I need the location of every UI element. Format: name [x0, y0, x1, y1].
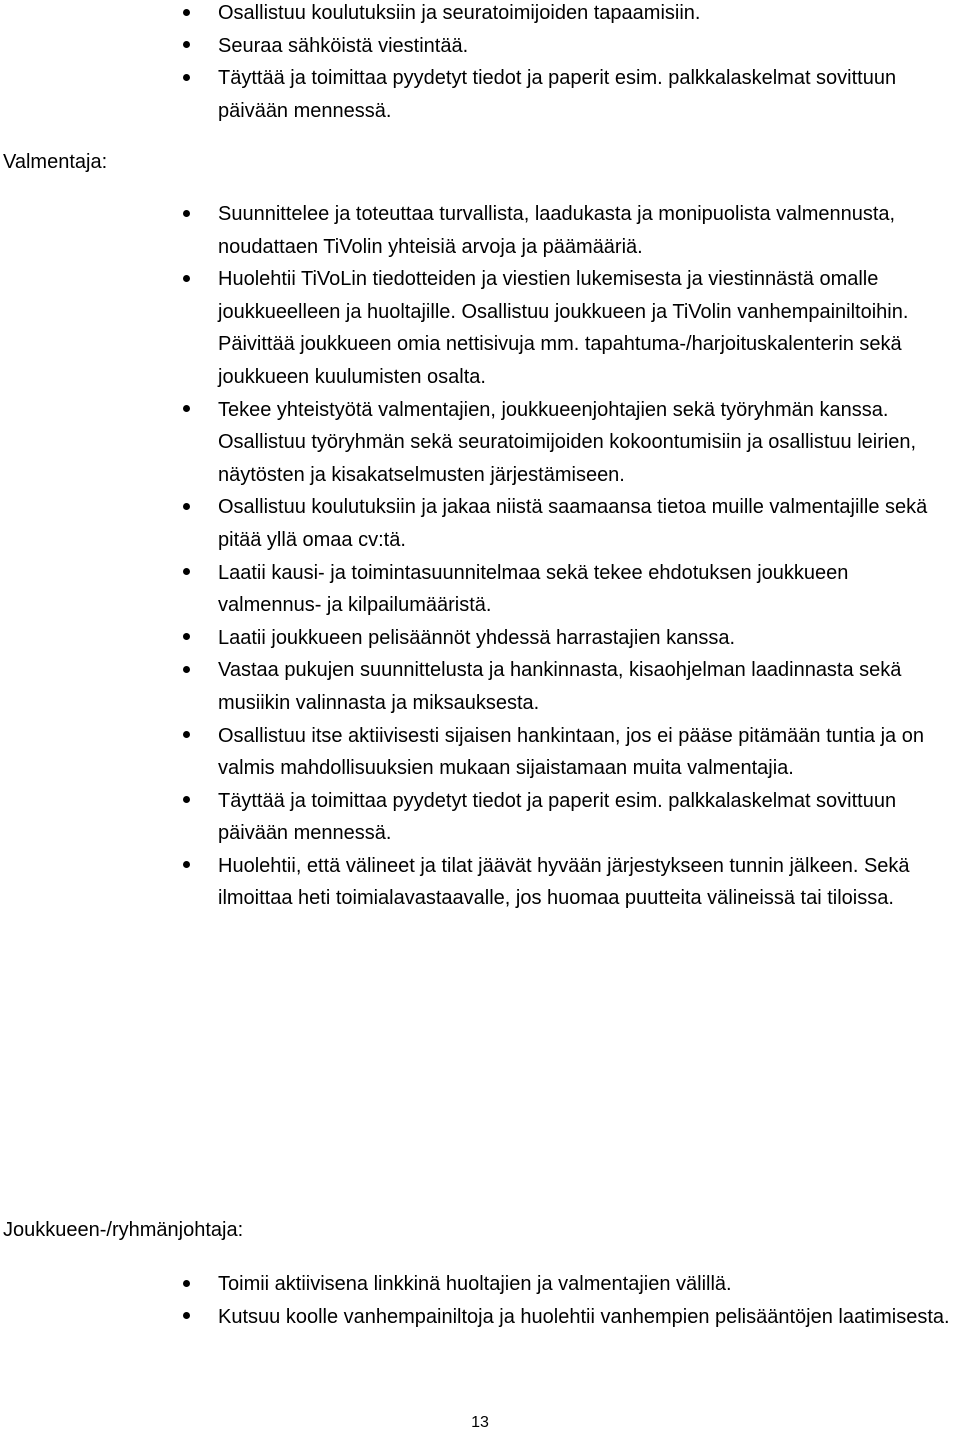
list-item [0, 785, 960, 850]
page-number: 13 [471, 1414, 489, 1431]
list-item [0, 850, 960, 915]
list-item-text: Suunnittelee ja toteuttaa turvallista, laadukasta ja monipuolista valmennusta, noudattaen TiVolin yhteisiä arvoja ja päämääriä. [218, 203, 896, 258]
list-item [0, 491, 960, 556]
list-item-text: Täyttää ja toimittaa pyydetyt tiedot ja paperit esim. palkkalaskelmat sovittuun päivään mennessä. [218, 789, 897, 845]
list-item [0, 30, 960, 63]
list-item-text: Tekee yhteistyötä valmentajien, joukkueenjohtajien sekä työryhmän kanssa. Osallistuu työryhmän sekä seuratoimijoiden kokoontumisiin ja osallistuu leirien, näytösten ja kisakatselmusten järjestämiseen. [218, 398, 917, 486]
bullet-icon [183, 861, 190, 868]
list-item [0, 0, 960, 30]
list-item [0, 62, 960, 127]
bullet-icon [183, 796, 190, 803]
list-item [0, 720, 960, 785]
bullet-icon [183, 666, 190, 673]
bullet-icon [183, 503, 190, 510]
list-item [0, 622, 960, 655]
section-heading-valmentaja: Valmentaja: [3, 151, 108, 173]
list-item-text: Vastaa pukujen suunnittelusta ja hankinnasta, kisaohjelman laadinnasta sekä musiikin valinnasta ja miksauksesta. [218, 659, 902, 714]
list-item-text: Seuraa sähköistä viestintää. [218, 34, 469, 57]
list-item [0, 1268, 960, 1301]
bullet-icon [183, 1312, 190, 1319]
bullet-icon [183, 41, 190, 48]
list-item-text: Huolehtii, että välineet ja tilat jäävät hyvään järjestykseen tunnin jälkeen. Sekä ilmoittaa heti toimialavastaavalle, jos huomaa puutteita välineissä tai tiloissa. [218, 854, 910, 910]
bullet-icon [183, 275, 190, 282]
list-item-text: Osallistuu koulutuksiin ja jakaa niistä saamaansa tietoa muille valmentajille sekä pitää yllä omaa cv:tä. [218, 496, 928, 551]
list-item-text: Toimii aktiivisena linkkinä huoltajien ja valmentajien välillä. [218, 1273, 732, 1295]
valmentaja-bullet-list [0, 198, 960, 915]
list-item-text: Kutsuu koolle vanhempainiltoja ja huolehtii vanhempien pelisääntöjen laatimisesta. [218, 1305, 950, 1328]
joukkueenjohtaja-section [0, 1268, 960, 1333]
bullet-icon [183, 1280, 190, 1287]
bullet-icon [183, 405, 190, 412]
valmentaja-section [0, 198, 960, 915]
list-item [0, 394, 960, 492]
list-item-text: Huolehtii TiVoLin tiedotteiden ja viestien lukemisesta ja viestinnästä omalle joukkueelleen ja huoltajille. Osallistuu joukkueen ja TiVolin vanhempainiltoihin. Päivittää joukkueen omia nettisivuja mm. tapahtuma-/harjoituskalenterin sekä joukkueen kuulumisten osalta. [218, 268, 909, 388]
bullet-icon [183, 74, 190, 81]
bullet-icon [183, 633, 190, 640]
joukkueenjohtaja-bullet-list [0, 1268, 960, 1333]
top-section [0, 0, 960, 127]
list-item-text: Laatii kausi- ja toimintasuunnitelmaa sekä tekee ehdotuksen joukkueen valmennus- ja kilpailumääristä. [218, 561, 849, 617]
bullet-icon [183, 568, 190, 575]
list-item [0, 1301, 960, 1334]
list-item [0, 263, 960, 393]
list-item-text: Täyttää ja toimittaa pyydetyt tiedot ja paperit esim. palkkalaskelmat sovittuun päivään mennessä. [218, 67, 897, 122]
list-item-text: Laatii joukkueen pelisäännöt yhdessä harrastajien kanssa. [218, 626, 736, 649]
list-item-text: Osallistuu koulutuksiin ja seuratoimijoiden tapaamisiin. [218, 2, 701, 24]
list-item [0, 557, 960, 622]
section-heading-joukkueenjohtaja: Joukkueen-/ryhmänjohtaja: [3, 1219, 244, 1241]
bullet-icon [183, 731, 190, 738]
bullet-icon [183, 210, 190, 217]
list-item [0, 198, 960, 263]
list-item-text: Osallistuu itse aktiivisesti sijaisen hankintaan, jos ei pääse pitämään tuntia ja on valmis mahdollisuuksien mukaan sijaistamaan muita valmentajia. [218, 724, 924, 780]
bullet-icon [183, 9, 190, 16]
top-bullet-list [0, 0, 960, 127]
list-item [0, 654, 960, 719]
